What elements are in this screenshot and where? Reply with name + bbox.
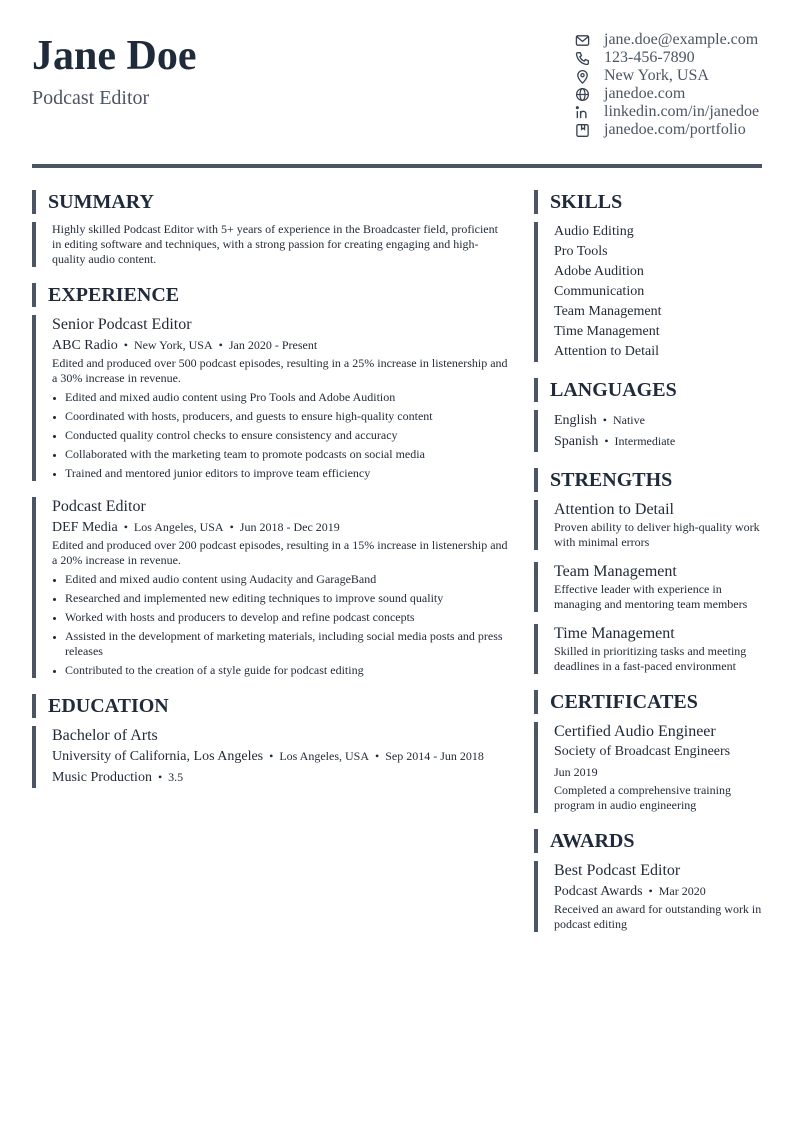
contact-list xyxy=(572,31,762,139)
award-meta: Podcast Awards • Mar 2020 xyxy=(554,884,706,899)
contact-website[interactable] xyxy=(572,85,762,103)
awards-section xyxy=(534,829,762,932)
linkedin-icon xyxy=(574,104,590,120)
list-item: • Contributed to the creation of a style guide for podcast editing xyxy=(65,663,510,678)
list-item: • Trained and mentored junior editors to improve team efficiency xyxy=(65,466,510,481)
candidate-role: Podcast Editor xyxy=(32,87,150,109)
mail-icon xyxy=(574,32,590,48)
contact-text: janedoe.com/portfolio xyxy=(604,121,746,138)
strength-item xyxy=(534,500,762,550)
strengths-section xyxy=(534,468,762,674)
award-issuer: Podcast Awards xyxy=(554,884,643,899)
language-item: Spanish • Intermediate xyxy=(554,434,676,449)
job-position: Podcast Editor xyxy=(52,498,146,515)
list-item: • Collaborated with the marketing team to promote podcasts on social media xyxy=(65,447,510,462)
job-meta: DEF Media • Los Angeles, USA • Jun 2018 - Dec 2019 xyxy=(52,520,340,535)
experience-section xyxy=(32,283,510,678)
job-company: ABC Radio xyxy=(52,338,118,353)
languages-section xyxy=(534,378,762,452)
job-dates: Jan 2020 - Present xyxy=(228,338,318,352)
list-item: • Assisted in the development of marketing materials, including social media posts and press releases xyxy=(65,629,510,659)
skill-item: Time Management xyxy=(554,324,660,339)
contact-text: jane.doe@example.com xyxy=(604,31,759,48)
summary-text: Highly skilled Podcast Editor with 5+ years of experience in the Broadcaster field, proficient in editing software and techniques, with a strong passion for creating engaging and high-quality audio content. xyxy=(52,222,498,266)
award-desc: Received an award for outstanding work in podcast editing xyxy=(554,902,762,931)
job-position: Senior Podcast Editor xyxy=(52,316,192,333)
school: University of California, Los Angeles xyxy=(52,749,264,764)
job-company: DEF Media xyxy=(52,520,118,535)
job-location: New York, USA xyxy=(133,338,213,352)
section-title: EDUCATION xyxy=(32,694,510,718)
certificates-section xyxy=(534,690,762,813)
gpa: 3.5 xyxy=(168,770,184,784)
certificate-issuer: Society of Broadcast Engineers xyxy=(554,744,731,759)
strength-item xyxy=(534,562,762,612)
education-dates: Sep 2014 - Jun 2018 xyxy=(385,749,484,763)
contact-portfolio[interactable] xyxy=(572,121,762,139)
globe-icon xyxy=(574,86,590,102)
list-item: • Researched and implemented new editing techniques to improve sound quality xyxy=(65,591,510,606)
job-dates: Jun 2018 - Dec 2019 xyxy=(239,520,340,534)
job-bullets xyxy=(52,390,510,481)
list-item: • Worked with hosts and producers to develop and refine podcast concepts xyxy=(65,610,510,625)
right-column xyxy=(534,190,762,932)
job-entry xyxy=(32,497,510,678)
portfolio-icon xyxy=(574,122,590,138)
section-title: AWARDS xyxy=(534,829,762,853)
strength-desc: Skilled in prioritizing tasks and meeting deadlines in a fast-paced environment xyxy=(554,644,747,673)
language-level: Intermediate xyxy=(614,434,676,448)
contact-email[interactable] xyxy=(572,31,762,49)
degree: Bachelor of Arts xyxy=(52,727,158,744)
certificate-name: Certified Audio Engineer xyxy=(554,723,716,740)
award-name: Best Podcast Editor xyxy=(554,862,681,879)
section-title: STRENGTHS xyxy=(534,468,762,492)
job-description: Edited and produced over 200 podcast episodes, resulting in a 15% increase in listenership and a 20% increase in revenue. xyxy=(52,538,508,567)
resume-header xyxy=(32,0,762,166)
section-title: CERTIFICATES xyxy=(534,690,762,714)
section-title: SUMMARY xyxy=(32,190,510,214)
skill-item: Attention to Detail xyxy=(554,344,659,359)
language-item: English • Native xyxy=(554,413,645,428)
skill-item: Pro Tools xyxy=(554,244,608,259)
section-title: SKILLS xyxy=(534,190,762,214)
contact-location xyxy=(572,67,762,85)
strength-name: Team Management xyxy=(554,563,677,580)
contact-text: New York, USA xyxy=(604,67,709,84)
skills-section xyxy=(534,190,762,362)
skill-item: Adobe Audition xyxy=(554,264,644,279)
candidate-name: Jane Doe xyxy=(32,33,197,79)
contact-text: 123-456-7890 xyxy=(604,49,695,66)
strength-desc: Effective leader with experience in managing and mentoring team members xyxy=(554,582,748,611)
list-item: • Edited and mixed audio content using Audacity and GarageBand xyxy=(65,572,510,587)
list-item: • Edited and mixed audio content using Pro Tools and Adobe Audition xyxy=(65,390,510,405)
school-location: Los Angeles, USA xyxy=(279,749,370,763)
job-bullets xyxy=(52,572,510,678)
job-location: Los Angeles, USA xyxy=(133,520,224,534)
strength-name: Time Management xyxy=(554,625,675,642)
job-description: Edited and produced over 500 podcast episodes, resulting in a 25% increase in listenership and a 30% increase in revenue. xyxy=(52,356,508,385)
strength-item xyxy=(534,624,762,674)
strength-desc: Proven ability to deliver high-quality work with minimal errors xyxy=(554,520,760,549)
header-divider xyxy=(32,164,762,168)
language-name: Spanish xyxy=(554,434,599,449)
left-column xyxy=(32,190,510,788)
skill-item: Communication xyxy=(554,284,645,299)
education-section xyxy=(32,694,510,788)
section-title: EXPERIENCE xyxy=(32,283,510,307)
contact-text: janedoe.com xyxy=(604,85,686,102)
certificate-date: Jun 2019 xyxy=(554,765,598,779)
education-field: Music Production • 3.5 xyxy=(52,770,184,785)
skill-item: Audio Editing xyxy=(554,224,634,239)
phone-icon xyxy=(574,50,590,66)
certificate-desc: Completed a comprehensive training program in audio engineering xyxy=(554,783,731,812)
education-meta: University of California, Los Angeles • Los Angeles, USA • Sep 2014 - Jun 2018 xyxy=(52,749,484,764)
summary-section xyxy=(32,190,510,267)
job-meta: ABC Radio • New York, USA • Jan 2020 - Present xyxy=(52,338,318,353)
language-level: Native xyxy=(612,413,645,427)
contact-linkedin[interactable] xyxy=(572,103,762,121)
map-pin-icon xyxy=(574,68,590,84)
resume-page xyxy=(32,0,762,931)
field-of-study: Music Production xyxy=(52,770,152,785)
list-item: • Coordinated with hosts, producers, and guests to ensure high-quality content xyxy=(65,409,510,424)
strength-name: Attention to Detail xyxy=(554,501,674,518)
section-title: LANGUAGES xyxy=(534,378,762,402)
award-date: Mar 2020 xyxy=(658,884,706,898)
job-entry xyxy=(32,315,510,481)
contact-phone[interactable] xyxy=(572,49,762,67)
list-item: • Conducted quality control checks to ensure consistency and accuracy xyxy=(65,428,510,443)
language-name: English xyxy=(554,413,597,428)
skill-item: Team Management xyxy=(554,304,662,319)
contact-text: linkedin.com/in/janedoe xyxy=(604,103,760,120)
